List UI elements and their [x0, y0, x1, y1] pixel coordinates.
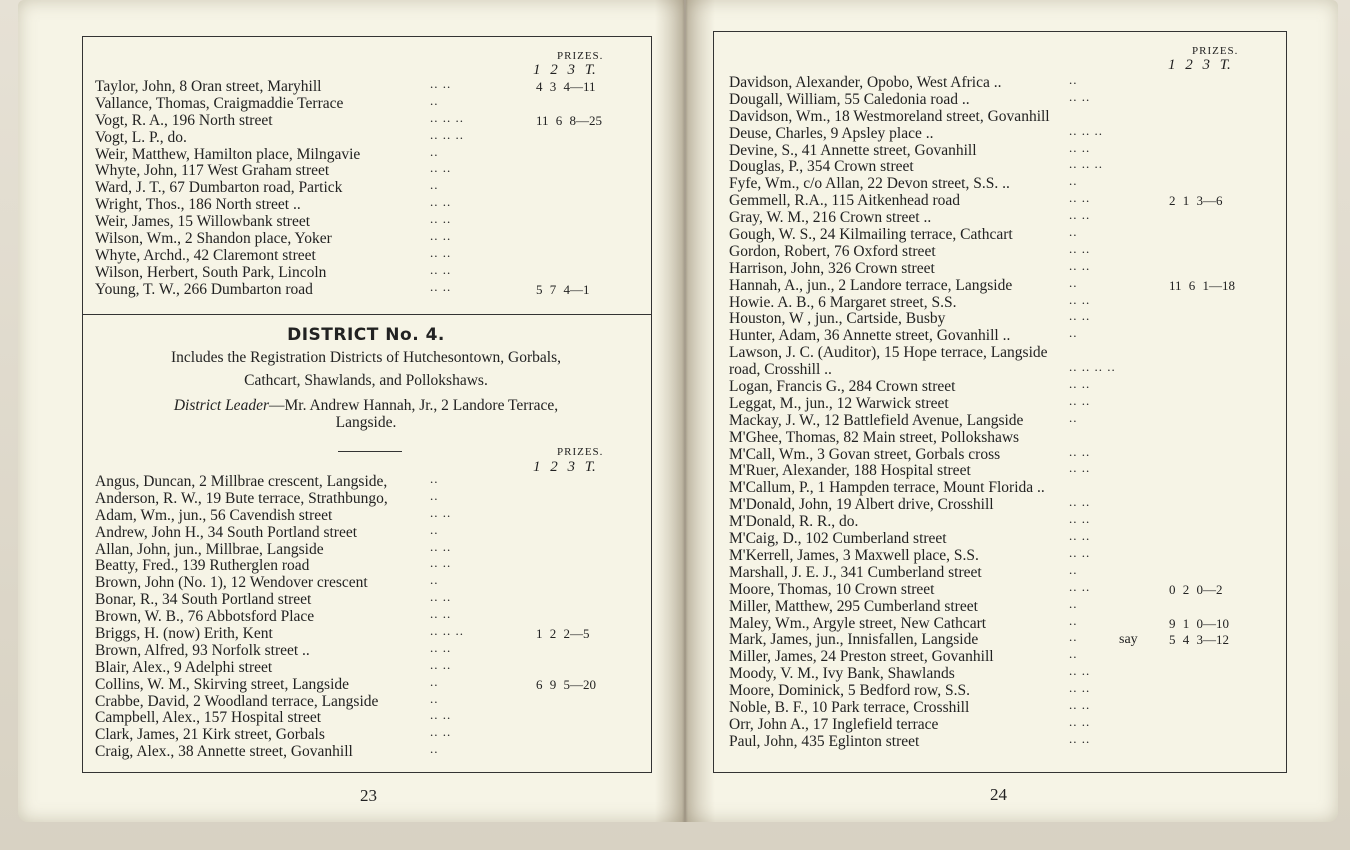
list-item	[95, 109, 643, 130]
list-item	[729, 392, 1277, 413]
leader-dots: .. .. ..	[430, 623, 464, 639]
leader-dots: .. ..	[1069, 139, 1091, 155]
list-item	[729, 561, 1277, 582]
member-entry: Vallance, Thomas, Craigmaddie Terrace	[95, 94, 344, 112]
leader-dots: .. .. ..	[430, 109, 464, 125]
district-leader	[90, 397, 642, 414]
leader-dots: ..	[1069, 325, 1078, 341]
leader-dots: .. ..	[430, 589, 452, 605]
leader-dots: .. ..	[430, 244, 452, 260]
prize-counts: 11 6 1—18	[1169, 277, 1236, 293]
member-entry: Briggs, H. (now) Erith, Kent	[95, 625, 273, 643]
district-title: DISTRICT No. 4.	[287, 325, 445, 345]
member-entry: Gemmell, R.A., 115 Aitkenhead road	[729, 192, 961, 210]
list-item	[729, 730, 1277, 751]
leader-dots: .. ..	[430, 211, 452, 227]
member-entry: Brown, Alfred, 93 Norfolk street ..	[95, 641, 310, 659]
list-item	[95, 76, 643, 96]
leader-dots: ..	[430, 741, 439, 757]
leader-dots: ..	[430, 521, 439, 537]
leader-dots: .. ..	[430, 707, 452, 723]
list-item	[729, 409, 1277, 430]
leader-dots: ..	[430, 92, 439, 108]
list-item	[729, 480, 1277, 497]
member-entry: Whyte, John, 117 West Graham street	[95, 162, 330, 180]
leader-dots: ..	[430, 487, 439, 503]
list-item	[95, 656, 643, 677]
leader-dots: .. ..	[1069, 494, 1091, 510]
page-number-right: 24	[990, 785, 1007, 804]
member-entry: Dougall, William, 55 Caledonia road ..	[729, 90, 970, 108]
member-entry: Gough, W. S., 24 Kilmailing terrace, Cathcart	[729, 226, 1013, 244]
section-divider	[82, 314, 652, 315]
member-entry: Mark, James, jun., Innisfallen, Langside	[729, 631, 979, 649]
leader-dots: .. ..	[1069, 680, 1091, 696]
leader-dots: ..	[1069, 612, 1078, 628]
list-item	[729, 578, 1277, 599]
leader-dots: .. ..	[430, 639, 452, 655]
member-entry: Paul, John, 435 Eglinton street	[729, 732, 920, 750]
member-entry: M'Caig, D., 102 Cumberland street	[729, 530, 947, 548]
list-item	[729, 494, 1277, 514]
list-item	[95, 261, 643, 282]
list-item	[729, 528, 1277, 548]
district-intro-2: Cathcart, Shawlands, and Pollokshaws.	[244, 372, 488, 389]
member-entry: Clark, James, 21 Kirk street, Gorbals	[95, 726, 325, 744]
leader-dots: .. ..	[1069, 578, 1091, 594]
leader-dots: .. ..	[1069, 240, 1091, 256]
member-entry: Maley, Wm., Argyle street, New Cathcart	[729, 614, 987, 632]
list-item	[729, 511, 1277, 531]
leader-dots: .. .. .. ..	[1069, 359, 1116, 375]
leader-dots: .. ..	[1069, 207, 1091, 223]
prize-counts: 4 3 4—11	[536, 79, 596, 94]
leader-dots: ..	[1069, 274, 1078, 290]
member-entry: Crabbe, David, 2 Woodland terrace, Langside	[95, 692, 379, 710]
list-item	[729, 376, 1277, 396]
member-entry: Craig, Alex., 38 Annette street, Govanhill	[95, 743, 353, 761]
prize-counts: 9 1 0—10	[1169, 615, 1229, 631]
leader-dots: .. ..	[1069, 544, 1091, 560]
leader-dots: .. ..	[430, 504, 452, 520]
member-entry: Beatty, Fred., 139 Rutherglen road	[95, 557, 310, 575]
list-item	[95, 244, 643, 265]
member-entry: Marshall, J. E. J., 341 Cumberland street	[729, 563, 982, 581]
member-entry: Blair, Alex., 9 Adelphi street	[95, 658, 273, 676]
leader-dots: .. ..	[430, 76, 452, 91]
list-item	[95, 639, 643, 660]
member-entry: Adam, Wm., jun., 56 Cavendish street	[95, 506, 333, 524]
list-item	[95, 589, 643, 609]
prize-columns-header-2: 1 2 3 T.	[533, 459, 596, 475]
list-item	[729, 156, 1277, 176]
prize-columns-header-right: 1 2 3 T.	[1168, 57, 1231, 73]
member-entry: Hunter, Adam, 36 Annette street, Govanhill ..	[729, 327, 1011, 345]
leader-dots: ..	[430, 673, 439, 689]
leader-role: District Leader	[173, 397, 269, 414]
list-item	[729, 696, 1277, 717]
member-entry: Wilson, Wm., 2 Shandon place, Yoker	[95, 230, 332, 248]
leader-text: —Mr. Andrew Hannah, Jr., 2 Landore Terrace,	[268, 397, 559, 414]
leader-dots: ..	[1069, 224, 1078, 240]
member-entry: Mackay, J. W., 12 Battlefield Avenue, Langside	[729, 411, 1024, 429]
list-item	[729, 443, 1277, 464]
prizes-heading-right: PRIZES.	[1192, 45, 1239, 57]
member-entry: Moore, Dominick, 5 Bedford row, S.S.	[729, 682, 970, 700]
list-item	[729, 122, 1277, 143]
list-item	[729, 595, 1277, 616]
member-entry: Deuse, Charles, 9 Apsley place ..	[729, 124, 934, 142]
leader-dots: ..	[1069, 595, 1078, 611]
list-item	[729, 629, 1277, 649]
leader-dots: .. ..	[430, 538, 452, 554]
member-entry: Collins, W. M., Skirving street, Langside	[95, 675, 350, 693]
list-item	[95, 673, 643, 694]
leader-dots: .. ..	[430, 656, 452, 672]
leader-dots: .. ..	[430, 194, 452, 210]
list-item	[729, 430, 1277, 447]
member-list-right	[729, 72, 1277, 751]
leader-dots: .. ..	[430, 555, 452, 571]
member-entry: Orr, John A., 17 Inglefield terrace	[729, 715, 939, 733]
member-entry: Allan, John, jun., Millbrae, Langside	[95, 540, 324, 558]
list-item	[729, 88, 1277, 109]
prize-counts: 0 2 0—2	[1169, 581, 1223, 597]
member-entry: Vogt, L. P., do.	[95, 128, 187, 146]
list-item	[95, 126, 643, 147]
member-entry: M'Ruer, Alexander, 188 Hospital street	[729, 462, 971, 480]
member-entry: M'Ghee, Thomas, 82 Main street, Pollokshaws	[729, 428, 1020, 446]
list-item	[729, 680, 1277, 700]
leader-dots: .. ..	[1069, 511, 1091, 527]
list-item	[95, 690, 643, 711]
leader-dots: .. ..	[430, 261, 452, 277]
member-entry: M'Kerrell, James, 3 Maxwell place, S.S.	[729, 546, 979, 564]
leader-dots: ..	[1069, 646, 1078, 662]
member-list-top	[95, 76, 643, 299]
leader-dots: .. ..	[1069, 730, 1091, 746]
list-item	[729, 325, 1277, 345]
list-item	[729, 345, 1277, 362]
member-entry: Andrew, John H., 34 South Portland street	[95, 523, 358, 541]
list-item	[95, 623, 643, 643]
list-item	[729, 359, 1277, 379]
leader-dots: .. .. ..	[1069, 156, 1103, 172]
leader-dots: ..	[430, 143, 439, 159]
list-item	[729, 612, 1277, 633]
leader-dots: .. ..	[1069, 392, 1091, 408]
member-entry: Moore, Thomas, 10 Crown street	[729, 580, 935, 598]
member-entry: Hannah, A., jun., 2 Landore terrace, Langside	[729, 276, 1013, 294]
list-item	[729, 190, 1277, 210]
leader-dots: ..	[1069, 409, 1078, 425]
list-item	[729, 308, 1277, 328]
list-item	[95, 521, 643, 542]
member-entry: Gordon, Robert, 76 Oxford street	[729, 242, 936, 260]
member-entry: M'Callum, P., 1 Hampden terrace, Mount Florida ..	[729, 479, 1045, 497]
district-leader-line2: Langside.	[335, 414, 397, 431]
leader-dots: ..	[1069, 173, 1078, 189]
member-entry: Fyfe, Wm., c/o Allan, 22 Devon street, S.S. ..	[729, 175, 1010, 193]
list-item	[729, 713, 1277, 734]
member-entry: Lawson, J. C. (Auditor), 15 Hope terrace, Langside	[729, 344, 1048, 362]
member-entry: Houston, W , jun., Cartside, Busby	[729, 310, 946, 328]
member-entry: Weir, Matthew, Hamilton place, Milngavie	[95, 145, 361, 163]
prize-counts: 11 6 8—25	[536, 112, 603, 128]
leader-dots: .. ..	[1069, 528, 1091, 544]
prize-counts: 6 9 5—20	[536, 676, 596, 692]
list-item	[729, 663, 1277, 683]
leader-dots: .. ..	[1069, 190, 1091, 206]
list-item	[95, 487, 643, 508]
member-entry: Davidson, Alexander, Opobo, West Africa ..	[729, 74, 1002, 91]
leader-dots: .. ..	[1069, 443, 1091, 459]
member-entry: road, Crosshill ..	[729, 361, 832, 379]
prize-counts: 2 1 3—6	[1169, 193, 1223, 209]
list-item	[729, 72, 1277, 92]
list-item	[95, 606, 643, 626]
list-item	[729, 109, 1277, 126]
member-entry: Logan, Francis G., 284 Crown street	[729, 378, 956, 396]
leader-dots: ..	[1069, 561, 1078, 577]
member-entry: Harrison, John, 326 Crown street	[729, 259, 935, 277]
member-entry: M'Donald, R. R., do.	[729, 513, 859, 531]
leader-dots: ..	[430, 572, 439, 588]
district-intro-1: Includes the Registration Districts of Hutchesontown, Gorbals,	[170, 349, 561, 366]
list-item	[95, 471, 643, 491]
leader-dots: .. ..	[1069, 460, 1091, 476]
leader-dots: .. ..	[1069, 713, 1091, 729]
list-item	[95, 724, 643, 744]
list-item	[729, 257, 1277, 278]
list-item	[95, 707, 643, 727]
member-entry: Devine, S., 41 Annette street, Govanhill	[729, 141, 977, 159]
list-item	[729, 224, 1277, 244]
member-entry: Angus, Duncan, 2 Millbrae crescent, Langside,	[95, 473, 388, 490]
member-entry: Douglas, P., 354 Crown street	[729, 158, 914, 176]
list-item	[729, 291, 1277, 312]
member-entry: Wright, Thos., 186 North street ..	[95, 196, 301, 214]
prize-counts: 5 7 4—1	[536, 281, 590, 297]
list-item	[729, 544, 1277, 565]
prizes-heading-2: PRIZES.	[557, 446, 604, 458]
leader-dots: .. .. ..	[430, 126, 464, 142]
member-entry: Wilson, Herbert, South Park, Lincoln	[95, 263, 327, 281]
list-item	[95, 143, 643, 164]
list-item	[95, 160, 643, 180]
member-entry: Miller, James, 24 Preston street, Govanhill	[729, 648, 994, 666]
list-item	[95, 278, 643, 299]
list-item	[95, 228, 643, 248]
leader-dots: ..	[430, 177, 439, 193]
leader-dots: ..	[1069, 629, 1078, 645]
list-item	[729, 460, 1277, 480]
member-entry: Ward, J. T., 67 Dumbarton road, Partick	[95, 179, 343, 197]
member-entry: Noble, B. F., 10 Park terrace, Crosshill	[729, 698, 970, 716]
member-entry: M'Call, Wm., 3 Govan street, Gorbals cross	[729, 445, 1001, 463]
leader-dots: .. ..	[1069, 291, 1091, 307]
leader-dots: ..	[430, 690, 439, 706]
leader-dots: ..	[430, 471, 439, 486]
member-entry: Young, T. W., 266 Dumbarton road	[95, 280, 313, 298]
list-item	[95, 194, 643, 214]
list-item	[95, 572, 643, 592]
list-item	[95, 504, 643, 525]
member-entry: M'Donald, John, 19 Albert drive, Crosshill	[729, 496, 994, 514]
member-entry: Gray, W. M., 216 Crown street ..	[729, 209, 932, 227]
prizes-heading: PRIZES.	[557, 50, 604, 62]
list-item	[95, 741, 643, 761]
member-entry: Howie. A. B., 6 Margaret street, S.S.	[729, 293, 957, 311]
leader-dots: .. .. ..	[1069, 122, 1103, 138]
list-item	[95, 538, 643, 559]
member-entry: Bonar, R., 34 South Portland street	[95, 591, 312, 609]
leader-dots: .. ..	[1069, 257, 1091, 273]
list-item	[95, 92, 643, 113]
leader-dots: .. ..	[1069, 663, 1091, 679]
leader-dots: .. ..	[430, 228, 452, 244]
member-list-bottom	[95, 471, 643, 761]
leader-dots: .. ..	[1069, 696, 1091, 712]
member-entry: Whyte, Archd., 42 Claremont street	[95, 246, 316, 264]
member-entry: Leggat, M., jun., 12 Warwick street	[729, 394, 949, 412]
member-entry: Anderson, R. W., 19 Bute terrace, Strathbungo,	[95, 489, 388, 507]
list-item	[95, 211, 643, 231]
list-item	[95, 177, 643, 197]
leader-dots: .. ..	[430, 160, 452, 176]
list-item	[729, 274, 1277, 295]
short-divider	[338, 451, 402, 452]
leader-dots: .. ..	[1069, 308, 1091, 324]
member-entry: Brown, John (No. 1), 12 Wendover crescent	[95, 574, 368, 592]
list-item	[729, 139, 1277, 160]
leader-dots: .. ..	[430, 724, 452, 740]
list-item	[729, 207, 1277, 227]
member-entry: Taylor, John, 8 Oran street, Maryhill	[95, 78, 322, 95]
page-number-left: 23	[360, 786, 377, 805]
member-entry: Davidson, Wm., 18 Westmoreland street, Govanhill	[729, 107, 1050, 125]
prize-counts: 5 4 3—12	[1169, 632, 1229, 648]
member-entry: Weir, James, 15 Willowbank street	[95, 213, 311, 231]
leader-dots: .. ..	[430, 606, 452, 622]
prize-columns-header: 1 2 3 T.	[533, 62, 596, 78]
leader-dots: .. ..	[1069, 88, 1091, 104]
member-entry: Moody, V. M., Ivy Bank, Shawlands	[729, 665, 955, 683]
member-entry: Brown, W. B., 76 Abbotsford Place	[95, 608, 315, 626]
member-entry: Campbell, Alex., 157 Hospital street	[95, 709, 322, 727]
say-note: say	[1119, 632, 1138, 648]
leader-dots: .. ..	[430, 278, 452, 294]
member-entry: Miller, Matthew, 295 Cumberland street	[729, 597, 978, 615]
member-entry: Vogt, R. A., 196 North street	[95, 111, 273, 129]
list-item	[729, 646, 1277, 666]
leader-dots: .. ..	[1069, 376, 1091, 392]
list-item	[729, 240, 1277, 261]
prize-counts: 1 2 2—5	[536, 626, 590, 642]
leader-dots: ..	[1069, 72, 1078, 87]
list-item	[729, 173, 1277, 193]
list-item	[95, 555, 643, 575]
